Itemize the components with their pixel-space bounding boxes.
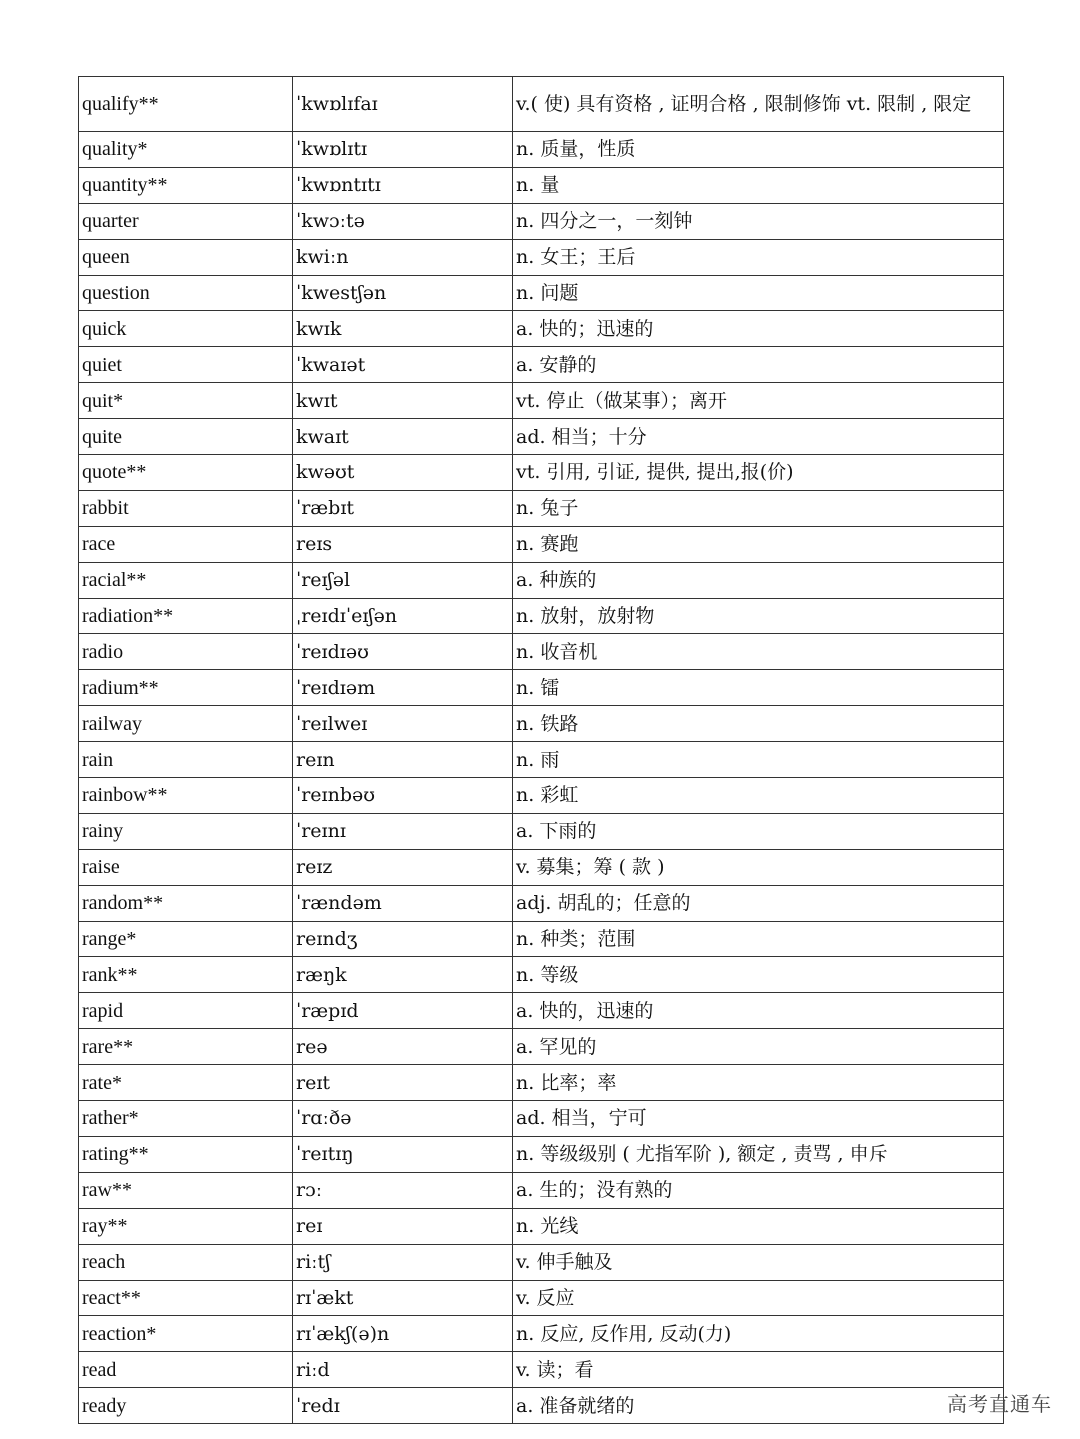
table-row bbox=[79, 562, 1004, 598]
word-cell: range* bbox=[79, 921, 293, 957]
word-cell: race bbox=[79, 526, 293, 562]
word-cell: ray** bbox=[79, 1208, 293, 1244]
phonetic-cell: ˈrɑːðə bbox=[293, 1101, 513, 1137]
phonetic-cell: riːd bbox=[293, 1352, 513, 1388]
word-cell: quick bbox=[79, 311, 293, 347]
meaning-cell: v. 伸手触及 bbox=[513, 1244, 1004, 1280]
meaning-cell: n. 收音机 bbox=[513, 634, 1004, 670]
meaning-cell: vt. 引用, 引证, 提供, 提出,报(价) bbox=[513, 455, 1004, 491]
meaning-cell: ad. 相当，宁可 bbox=[513, 1101, 1004, 1137]
table-row bbox=[79, 311, 1004, 347]
phonetic-cell: kwəʊt bbox=[293, 455, 513, 491]
phonetic-cell: kwɪt bbox=[293, 383, 513, 419]
word-cell: queen bbox=[79, 239, 293, 275]
word-cell: ready bbox=[79, 1388, 293, 1424]
table-row bbox=[79, 526, 1004, 562]
phonetic-cell: ˈkwestʃən bbox=[293, 275, 513, 311]
vocabulary-table-body bbox=[79, 77, 1004, 1424]
meaning-cell: n. 质量，性质 bbox=[513, 132, 1004, 168]
word-cell: railway bbox=[79, 706, 293, 742]
table-row bbox=[79, 275, 1004, 311]
table-row bbox=[79, 634, 1004, 670]
meaning-cell: n. 镭 bbox=[513, 670, 1004, 706]
word-cell: rare** bbox=[79, 1029, 293, 1065]
word-cell: rank** bbox=[79, 957, 293, 993]
vocabulary-table bbox=[78, 76, 1004, 1424]
meaning-cell: a. 生的；没有熟的 bbox=[513, 1172, 1004, 1208]
table-row bbox=[79, 778, 1004, 814]
phonetic-cell: ˈreɪdɪəm bbox=[293, 670, 513, 706]
phonetic-cell: reɪn bbox=[293, 742, 513, 778]
table-row bbox=[79, 455, 1004, 491]
meaning-cell: v.( 使) 具有资格 , 证明合格 , 限制修饰 vt. 限制 , 限定 bbox=[513, 77, 1004, 132]
phonetic-cell: kwɪk bbox=[293, 311, 513, 347]
meaning-cell: v. 募集；筹 ( 款 ) bbox=[513, 849, 1004, 885]
phonetic-cell: reə bbox=[293, 1029, 513, 1065]
phonetic-cell: ˈreɪʃəl bbox=[293, 562, 513, 598]
meaning-cell: n. 量 bbox=[513, 167, 1004, 203]
word-cell: question bbox=[79, 275, 293, 311]
word-cell: rainbow** bbox=[79, 778, 293, 814]
table-row bbox=[79, 132, 1004, 168]
phonetic-cell: kwaɪt bbox=[293, 419, 513, 455]
phonetic-cell: reɪs bbox=[293, 526, 513, 562]
meaning-cell: n. 女王；王后 bbox=[513, 239, 1004, 275]
meaning-cell: n. 比率；率 bbox=[513, 1065, 1004, 1101]
meaning-cell: v. 读；看 bbox=[513, 1352, 1004, 1388]
meaning-cell: ad. 相当；十分 bbox=[513, 419, 1004, 455]
word-cell: rapid bbox=[79, 993, 293, 1029]
meaning-cell: n. 赛跑 bbox=[513, 526, 1004, 562]
meaning-cell: a. 快的；迅速的 bbox=[513, 311, 1004, 347]
word-cell: rabbit bbox=[79, 490, 293, 526]
phonetic-cell: ræŋk bbox=[293, 957, 513, 993]
word-cell: radio bbox=[79, 634, 293, 670]
table-row bbox=[79, 1029, 1004, 1065]
word-cell: quarter bbox=[79, 203, 293, 239]
meaning-cell: a. 准备就绪的 bbox=[513, 1388, 1004, 1424]
phonetic-cell: ˈredɪ bbox=[293, 1388, 513, 1424]
word-cell: quantity** bbox=[79, 167, 293, 203]
table-row bbox=[79, 885, 1004, 921]
table-row bbox=[79, 813, 1004, 849]
meaning-cell: n. 光线 bbox=[513, 1208, 1004, 1244]
meaning-cell: n. 等级级别 ( 尤指军阶 ), 额定 , 责骂 , 申斥 bbox=[513, 1136, 1004, 1172]
table-row bbox=[79, 742, 1004, 778]
phonetic-cell: ˈreɪtɪŋ bbox=[293, 1136, 513, 1172]
meaning-cell: v. 反应 bbox=[513, 1280, 1004, 1316]
word-cell: read bbox=[79, 1352, 293, 1388]
meaning-cell: a. 快的，迅速的 bbox=[513, 993, 1004, 1029]
phonetic-cell: ˈkwɒntɪtɪ bbox=[293, 167, 513, 203]
table-row bbox=[79, 706, 1004, 742]
phonetic-cell: reɪz bbox=[293, 849, 513, 885]
table-row bbox=[79, 1280, 1004, 1316]
word-cell: rating** bbox=[79, 1136, 293, 1172]
phonetic-cell: ˈreɪlweɪ bbox=[293, 706, 513, 742]
phonetic-cell: ˈreɪnbəʊ bbox=[293, 778, 513, 814]
meaning-cell: n. 问题 bbox=[513, 275, 1004, 311]
meaning-cell: n. 等级 bbox=[513, 957, 1004, 993]
word-cell: reach bbox=[79, 1244, 293, 1280]
table-row bbox=[79, 993, 1004, 1029]
meaning-cell: a. 下雨的 bbox=[513, 813, 1004, 849]
phonetic-cell: ˈræbɪt bbox=[293, 490, 513, 526]
table-row bbox=[79, 419, 1004, 455]
table-row bbox=[79, 957, 1004, 993]
meaning-cell: n. 放射，放射物 bbox=[513, 598, 1004, 634]
table-row bbox=[79, 77, 1004, 132]
meaning-cell: a. 罕见的 bbox=[513, 1029, 1004, 1065]
meaning-cell: n. 铁路 bbox=[513, 706, 1004, 742]
table-row bbox=[79, 598, 1004, 634]
word-cell: radiation** bbox=[79, 598, 293, 634]
phonetic-cell: ˈreɪdɪəʊ bbox=[293, 634, 513, 670]
table-row bbox=[79, 383, 1004, 419]
phonetic-cell: ˈrændəm bbox=[293, 885, 513, 921]
table-row bbox=[79, 670, 1004, 706]
phonetic-cell: ˈreɪnɪ bbox=[293, 813, 513, 849]
phonetic-cell: reɪt bbox=[293, 1065, 513, 1101]
meaning-cell: n. 彩虹 bbox=[513, 778, 1004, 814]
word-cell: racial** bbox=[79, 562, 293, 598]
table-row bbox=[79, 1316, 1004, 1352]
phonetic-cell: reɪ bbox=[293, 1208, 513, 1244]
table-row bbox=[79, 1352, 1004, 1388]
table-row bbox=[79, 1244, 1004, 1280]
word-cell: rain bbox=[79, 742, 293, 778]
phonetic-cell: rɪˈækt bbox=[293, 1280, 513, 1316]
phonetic-cell: riːtʃ bbox=[293, 1244, 513, 1280]
meaning-cell: a. 安静的 bbox=[513, 347, 1004, 383]
word-cell: quiet bbox=[79, 347, 293, 383]
table-row bbox=[79, 1065, 1004, 1101]
table-row bbox=[79, 167, 1004, 203]
table-row bbox=[79, 239, 1004, 275]
watermark: 高考直通车 bbox=[947, 1392, 1052, 1416]
meaning-cell: a. 种族的 bbox=[513, 562, 1004, 598]
table-row bbox=[79, 490, 1004, 526]
word-cell: rate* bbox=[79, 1065, 293, 1101]
phonetic-cell: reɪndʒ bbox=[293, 921, 513, 957]
table-row bbox=[79, 1208, 1004, 1244]
phonetic-cell: ˈkwɒlɪtɪ bbox=[293, 132, 513, 168]
word-cell: radium** bbox=[79, 670, 293, 706]
phonetic-cell: ˈkwɔːtə bbox=[293, 203, 513, 239]
phonetic-cell: ˌreɪdɪˈeɪʃən bbox=[293, 598, 513, 634]
phonetic-cell: ˈkwaɪət bbox=[293, 347, 513, 383]
meaning-cell: n. 反应, 反作用, 反动(力) bbox=[513, 1316, 1004, 1352]
meaning-cell: n. 兔子 bbox=[513, 490, 1004, 526]
table-row bbox=[79, 1136, 1004, 1172]
word-cell: raise bbox=[79, 849, 293, 885]
table-row bbox=[79, 1101, 1004, 1137]
word-cell: quote** bbox=[79, 455, 293, 491]
word-cell: rainy bbox=[79, 813, 293, 849]
meaning-cell: adj. 胡乱的；任意的 bbox=[513, 885, 1004, 921]
phonetic-cell: rɪˈækʃ(ə)n bbox=[293, 1316, 513, 1352]
word-cell: react** bbox=[79, 1280, 293, 1316]
meaning-cell: n. 种类；范围 bbox=[513, 921, 1004, 957]
table-row bbox=[79, 1388, 1004, 1424]
word-cell: quality* bbox=[79, 132, 293, 168]
word-cell: quit* bbox=[79, 383, 293, 419]
table-row bbox=[79, 849, 1004, 885]
word-cell: quite bbox=[79, 419, 293, 455]
table-row bbox=[79, 921, 1004, 957]
meaning-cell: n. 四分之一，一刻钟 bbox=[513, 203, 1004, 239]
word-cell: random** bbox=[79, 885, 293, 921]
table-row bbox=[79, 347, 1004, 383]
phonetic-cell: ˈræpɪd bbox=[293, 993, 513, 1029]
phonetic-cell: ˈkwɒlɪfaɪ bbox=[293, 77, 513, 132]
word-cell: rather* bbox=[79, 1101, 293, 1137]
meaning-cell: vt. 停止（做某事）；离开 bbox=[513, 383, 1004, 419]
table-row bbox=[79, 203, 1004, 239]
word-cell: raw** bbox=[79, 1172, 293, 1208]
word-cell: reaction* bbox=[79, 1316, 293, 1352]
phonetic-cell: kwiːn bbox=[293, 239, 513, 275]
word-cell: qualify** bbox=[79, 77, 293, 132]
phonetic-cell: rɔː bbox=[293, 1172, 513, 1208]
meaning-cell: n. 雨 bbox=[513, 742, 1004, 778]
table-row bbox=[79, 1172, 1004, 1208]
